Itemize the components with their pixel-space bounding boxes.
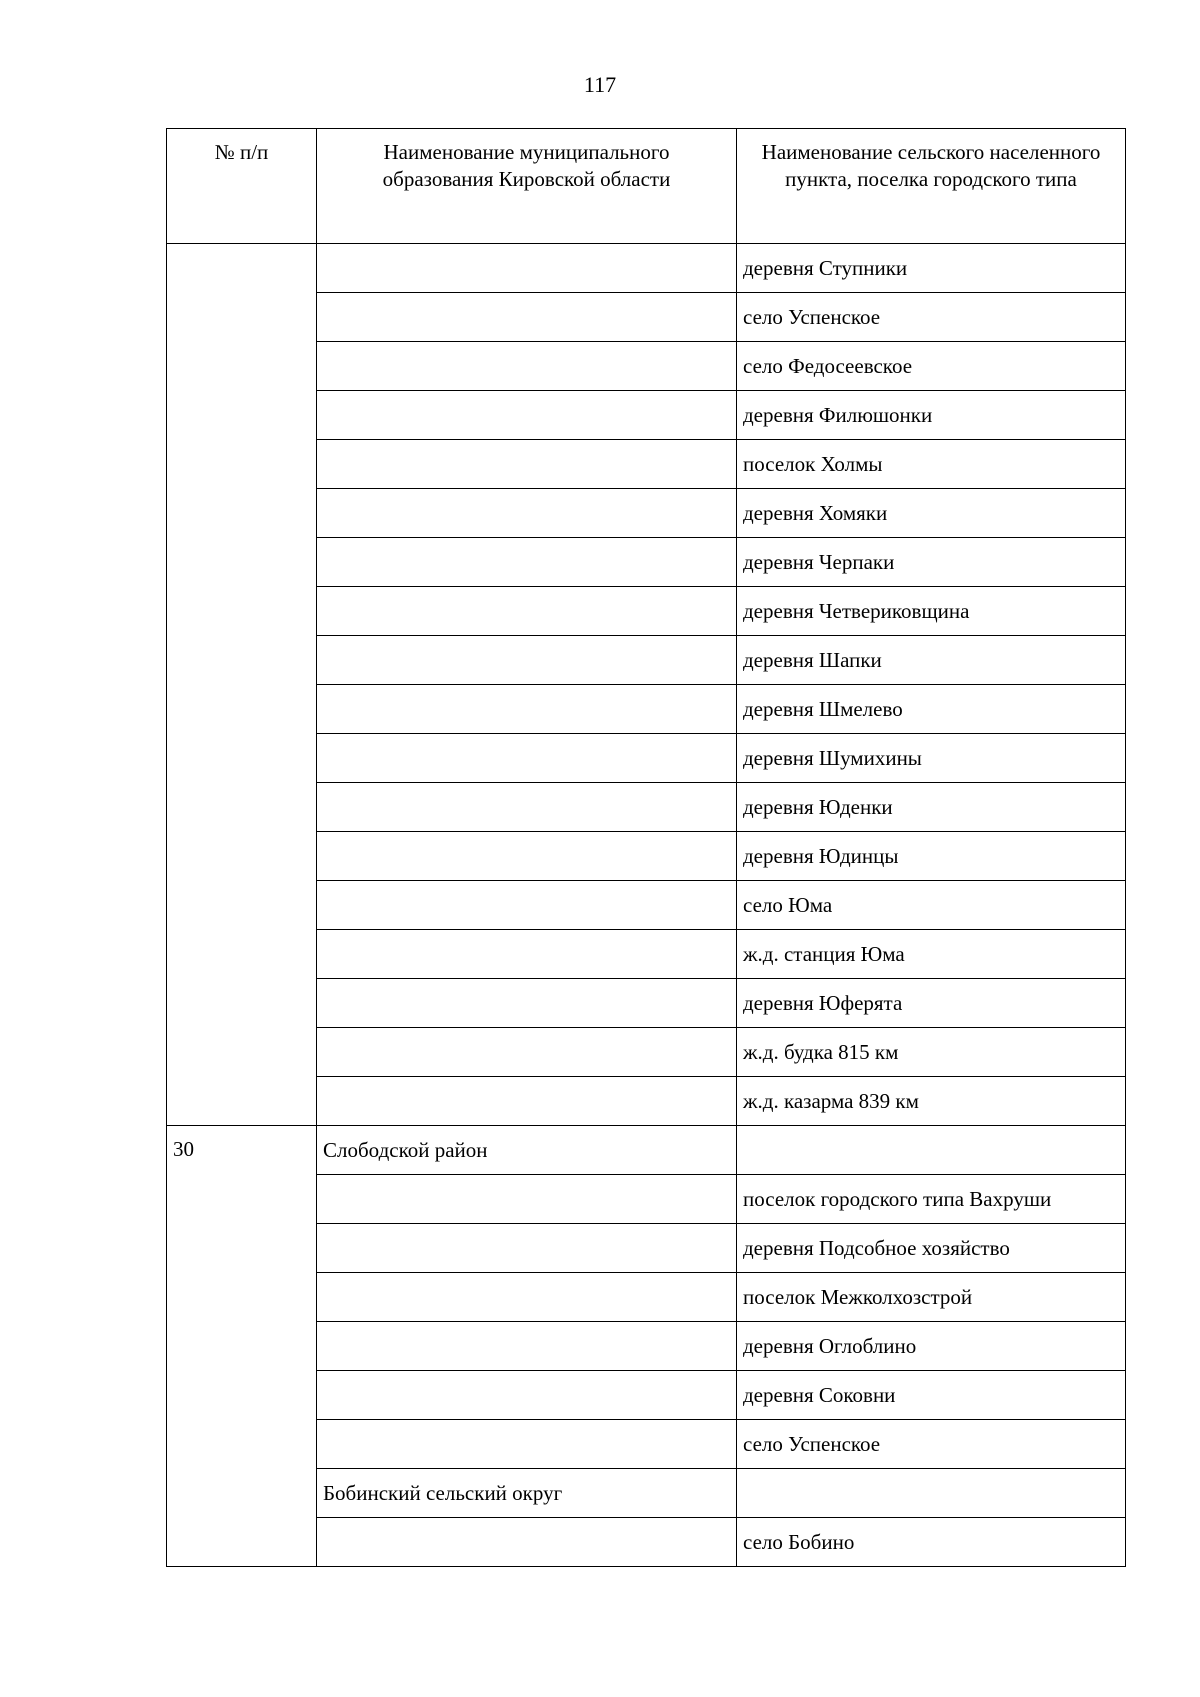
cell-municipality	[317, 1224, 737, 1273]
cell-municipality	[317, 685, 737, 734]
cell-settlement: деревня Оглоблино	[737, 1322, 1126, 1371]
cell-settlement	[737, 1126, 1126, 1175]
cell-municipality: Бобинский сельский округ	[317, 1469, 737, 1518]
cell-settlement: село Бобино	[737, 1518, 1126, 1567]
cell-settlement: деревня Хомяки	[737, 489, 1126, 538]
cell-settlement: село Успенское	[737, 1420, 1126, 1469]
page-number: 117	[583, 72, 617, 97]
cell-municipality	[317, 489, 737, 538]
cell-municipality: Слободской район	[317, 1126, 737, 1175]
cell-municipality	[317, 293, 737, 342]
table-header-row	[167, 129, 1126, 244]
cell-settlement	[737, 1469, 1126, 1518]
cell-settlement: деревня Черпаки	[737, 538, 1126, 587]
cell-municipality	[317, 1175, 737, 1224]
table-body	[167, 244, 1126, 1567]
cell-municipality	[317, 1077, 737, 1126]
cell-municipality	[317, 1273, 737, 1322]
header-number: № п/п	[167, 129, 317, 244]
cell-settlement: поселок Межколхозстрой	[737, 1273, 1126, 1322]
cell-settlement: поселок городского типа Вахруши	[737, 1175, 1126, 1224]
cell-settlement: ж.д. станция Юма	[737, 930, 1126, 979]
header-settlement: Наименование сельского населенного пункта, поселка городского типа	[737, 129, 1126, 244]
cell-settlement: деревня Ступники	[737, 244, 1126, 293]
cell-settlement: деревня Юферята	[737, 979, 1126, 1028]
cell-municipality	[317, 636, 737, 685]
cell-number: 30	[167, 1126, 317, 1567]
cell-settlement: деревня Подсобное хозяйство	[737, 1224, 1126, 1273]
cell-settlement: деревня Шапки	[737, 636, 1126, 685]
cell-municipality	[317, 587, 737, 636]
cell-municipality	[317, 342, 737, 391]
cell-settlement: деревня Юденки	[737, 783, 1126, 832]
cell-municipality	[317, 1322, 737, 1371]
cell-settlement: село Федосеевское	[737, 342, 1126, 391]
cell-settlement: деревня Шмелево	[737, 685, 1126, 734]
cell-settlement: поселок Холмы	[737, 440, 1126, 489]
cell-municipality	[317, 979, 737, 1028]
cell-number	[167, 244, 317, 1126]
cell-municipality	[317, 1371, 737, 1420]
cell-municipality	[317, 734, 737, 783]
cell-municipality	[317, 1028, 737, 1077]
cell-settlement: ж.д. казарма 839 км	[737, 1077, 1126, 1126]
cell-municipality	[317, 440, 737, 489]
cell-municipality	[317, 881, 737, 930]
cell-settlement: деревня Юдинцы	[737, 832, 1126, 881]
cell-settlement: деревня Четвериковщина	[737, 587, 1126, 636]
cell-settlement: ж.д. будка 815 км	[737, 1028, 1126, 1077]
cell-municipality	[317, 538, 737, 587]
cell-settlement: деревня Шумихины	[737, 734, 1126, 783]
cell-municipality	[317, 391, 737, 440]
cell-municipality	[317, 783, 737, 832]
settlements-table	[166, 128, 1126, 1567]
cell-municipality	[317, 244, 737, 293]
table-row	[167, 1126, 1126, 1175]
table-row	[167, 244, 1126, 293]
cell-settlement: деревня Соковни	[737, 1371, 1126, 1420]
cell-municipality	[317, 832, 737, 881]
cell-municipality	[317, 1518, 737, 1567]
cell-settlement: село Юма	[737, 881, 1126, 930]
cell-municipality	[317, 930, 737, 979]
cell-settlement: село Успенское	[737, 293, 1126, 342]
cell-municipality	[317, 1420, 737, 1469]
cell-settlement: деревня Филюшонки	[737, 391, 1126, 440]
header-municipality: Наименование муниципального образования Кировской области	[317, 129, 737, 244]
